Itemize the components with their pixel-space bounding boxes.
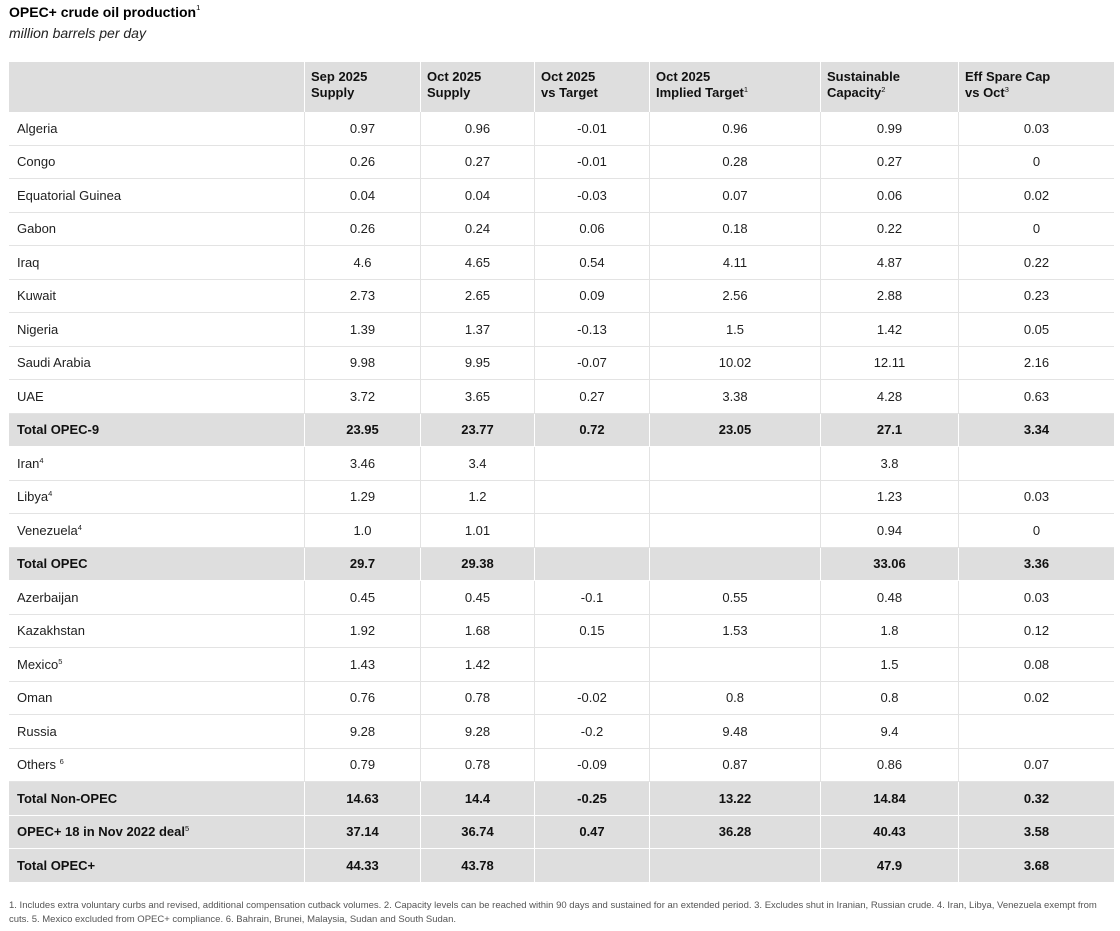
row-label-cell	[9, 213, 305, 246]
value-cell-oct-2025-implied-target: 0.18	[650, 213, 821, 246]
value-cell-sustainable-capacity: 27.1	[821, 414, 959, 447]
value-cell-oct-2025-implied-target	[650, 648, 821, 681]
value-cell-eff-spare-cap: 3.34	[1023, 422, 1050, 438]
row-name: Total OPEC+	[17, 857, 96, 873]
row-label	[17, 322, 58, 337]
row-label	[17, 121, 57, 136]
value-cell-oct-2025-implied-target: 0.96	[650, 112, 821, 145]
value-cell-sustainable-capacity: 0.06	[821, 179, 959, 212]
column-header-sustainable-capacity	[821, 62, 959, 112]
column-header-sep-2025-supply	[305, 62, 421, 112]
value-cell-eff-spare-cap: 0.63	[1023, 388, 1050, 404]
table-row	[9, 615, 1114, 649]
row-name: Libya	[17, 489, 49, 505]
value-cell-sustainable-capacity: 0.22	[821, 213, 959, 246]
row-label-cell	[9, 313, 305, 346]
value-cell-eff-spare-cap: 0.02	[1023, 690, 1050, 706]
table-row	[9, 179, 1114, 213]
value-cell-sustainable-capacity: 1.42	[821, 313, 959, 346]
value-cell-oct-2025-supply: 3.65	[421, 380, 535, 413]
value-cell-sustainable-capacity: 40.43	[821, 816, 959, 849]
value-cell-sustainable-capacity: 0.86	[821, 749, 959, 782]
value-cell-eff-spare-cap: 0.03	[1023, 489, 1050, 505]
value-cell-oct-2025-implied-target: 0.55	[650, 581, 821, 614]
row-label-cell	[9, 548, 305, 581]
value-cell-oct-2025-supply: 1.68	[421, 615, 535, 648]
value-cell-oct-2025-vs-target: 0.09	[535, 280, 650, 313]
header-line-1: Sustainable	[827, 69, 900, 84]
header-line-2-text: Implied Target	[656, 85, 744, 100]
row-label	[17, 422, 99, 437]
header-line-1: Oct 2025	[541, 69, 596, 84]
table-row	[9, 146, 1114, 180]
row-name: OPEC+ 18 in Nov 2022 deal	[17, 824, 185, 840]
value-cell-oct-2025-implied-target: 4.11	[650, 246, 821, 279]
value-cell-oct-2025-vs-target: -0.07	[535, 347, 650, 380]
row-label-cell	[9, 179, 305, 212]
value-cell-sep-2025-supply: 0.79	[305, 749, 421, 782]
row-label	[17, 824, 189, 839]
value-cell-oct-2025-supply: 0.24	[421, 213, 535, 246]
value-cell-oct-2025-supply: 0.04	[421, 179, 535, 212]
table-row	[9, 380, 1114, 414]
value-cell-eff-spare-cap: 0.03	[1023, 589, 1050, 605]
row-label-cell	[9, 648, 305, 681]
row-name: Azerbaijan	[17, 589, 79, 605]
value-cell-sep-2025-supply: 37.14	[305, 816, 421, 849]
value-cell-sep-2025-supply: 0.04	[305, 179, 421, 212]
row-label-cell	[9, 347, 305, 380]
value-cell-oct-2025-supply: 29.38	[421, 548, 535, 581]
row-name: Kazakhstan	[17, 623, 85, 639]
table-row	[9, 213, 1114, 247]
row-name: Total OPEC	[17, 556, 88, 572]
header-line-2-text: Capacity	[827, 85, 882, 100]
table-row	[9, 447, 1114, 481]
value-cell-oct-2025-vs-target: 0.06	[535, 213, 650, 246]
value-cell-sep-2025-supply: 44.33	[305, 849, 421, 882]
value-cell-sep-2025-supply: 3.46	[305, 447, 421, 480]
value-cell-oct-2025-vs-target	[535, 514, 650, 547]
row-label	[17, 724, 57, 739]
row-label	[17, 556, 88, 571]
table-header-row	[9, 62, 1114, 112]
table-row	[9, 715, 1114, 749]
value-cell-oct-2025-vs-target	[535, 481, 650, 514]
row-label-cell	[9, 682, 305, 715]
row-name: Congo	[17, 154, 56, 170]
value-cell-eff-spare-cap: 3.36	[1023, 556, 1050, 572]
row-footnote-ref: 4	[48, 489, 53, 499]
value-cell-oct-2025-supply: 2.65	[421, 280, 535, 313]
row-label	[17, 791, 117, 806]
value-cell-sep-2025-supply: 0.45	[305, 581, 421, 614]
table-row	[9, 682, 1114, 716]
value-cell-sep-2025-supply: 1.92	[305, 615, 421, 648]
row-label-cell	[9, 447, 305, 480]
value-cell-sustainable-capacity: 0.8	[821, 682, 959, 715]
row-name: Others	[17, 757, 60, 773]
value-cell-sustainable-capacity: 14.84	[821, 782, 959, 815]
header-line-2	[965, 85, 1108, 101]
header-line-2-text: vs Oct	[965, 85, 1005, 100]
value-cell-oct-2025-implied-target: 9.48	[650, 715, 821, 748]
header-line-1: Oct 2025	[656, 69, 711, 84]
value-cell-sep-2025-supply: 0.26	[305, 213, 421, 246]
table-row	[9, 246, 1114, 280]
value-cell-sep-2025-supply: 9.98	[305, 347, 421, 380]
value-cell-oct-2025-implied-target: 3.38	[650, 380, 821, 413]
value-cell-eff-spare-cap: 0.02	[1023, 187, 1050, 203]
row-name: Gabon	[17, 221, 57, 237]
row-label	[17, 154, 55, 169]
header-line-1: Eff Spare Cap	[965, 69, 1051, 84]
table-row	[9, 481, 1114, 515]
value-cell-sustainable-capacity: 0.94	[821, 514, 959, 547]
row-name: Total OPEC-9	[17, 422, 100, 438]
row-footnote-ref: 5	[58, 656, 63, 666]
value-cell-oct-2025-implied-target	[650, 447, 821, 480]
value-cell-sep-2025-supply: 2.73	[305, 280, 421, 313]
value-cell-oct-2025-vs-target	[535, 648, 650, 681]
value-cell-oct-2025-vs-target	[535, 447, 650, 480]
total-row	[9, 548, 1114, 582]
value-cell-oct-2025-implied-target: 13.22	[650, 782, 821, 815]
value-cell-oct-2025-vs-target: -0.01	[535, 146, 650, 179]
header-footnote-ref: 3	[1004, 85, 1009, 94]
table-row	[9, 648, 1114, 682]
value-cell-eff-spare-cap: 0.23	[1023, 288, 1050, 304]
row-label	[17, 858, 95, 873]
value-cell-oct-2025-supply: 0.96	[421, 112, 535, 145]
row-name: Equatorial Guinea	[17, 187, 122, 203]
row-label-cell	[9, 280, 305, 313]
value-cell-oct-2025-implied-target: 0.07	[650, 179, 821, 212]
row-label-cell	[9, 816, 305, 849]
row-name: Oman	[17, 690, 53, 706]
value-cell-oct-2025-vs-target: -0.01	[535, 112, 650, 145]
value-cell-sustainable-capacity: 1.23	[821, 481, 959, 514]
value-cell-sustainable-capacity: 9.4	[821, 715, 959, 748]
value-cell-sustainable-capacity: 3.8	[821, 447, 959, 480]
table-body	[9, 112, 1114, 883]
value-cell-oct-2025-supply: 1.37	[421, 313, 535, 346]
value-cell-oct-2025-supply: 1.2	[421, 481, 535, 514]
value-cell-oct-2025-supply: 0.27	[421, 146, 535, 179]
table-row	[9, 347, 1114, 381]
table-row	[9, 313, 1114, 347]
value-cell-sep-2025-supply: 9.28	[305, 715, 421, 748]
value-cell-sep-2025-supply: 1.43	[305, 648, 421, 681]
header-line-2	[541, 85, 643, 101]
value-cell-oct-2025-implied-target	[650, 849, 821, 882]
row-label-cell	[9, 715, 305, 748]
row-label-cell	[9, 615, 305, 648]
total-row	[9, 816, 1114, 850]
value-cell-sustainable-capacity: 0.27	[821, 146, 959, 179]
value-cell-sep-2025-supply: 14.63	[305, 782, 421, 815]
value-cell-oct-2025-implied-target: 1.53	[650, 615, 821, 648]
value-cell-oct-2025-vs-target	[535, 849, 650, 882]
total-row	[9, 782, 1114, 816]
value-cell-oct-2025-vs-target: 0.15	[535, 615, 650, 648]
row-name: Saudi Arabia	[17, 355, 91, 371]
total-row	[9, 849, 1114, 883]
value-cell-sep-2025-supply: 29.7	[305, 548, 421, 581]
row-footnote-ref: 5	[185, 824, 190, 834]
value-cell-eff-spare-cap: 0.05	[1023, 321, 1050, 337]
value-cell-oct-2025-vs-target: 0.72	[535, 414, 650, 447]
value-cell-eff-spare-cap: 3.68	[1023, 857, 1050, 873]
row-name: Nigeria	[17, 321, 59, 337]
row-label-cell	[9, 849, 305, 882]
table-row	[9, 581, 1114, 615]
column-header-oct-2025-vs-target	[535, 62, 650, 112]
value-cell-oct-2025-supply: 43.78	[421, 849, 535, 882]
value-cell-oct-2025-vs-target: 0.27	[535, 380, 650, 413]
value-cell-oct-2025-vs-target: -0.2	[535, 715, 650, 748]
value-cell-eff-spare-cap: 0.22	[1023, 254, 1050, 270]
value-cell-eff-spare-cap	[959, 715, 1114, 748]
header-line-2	[427, 85, 528, 101]
chart-subtitle: million barrels per day	[9, 25, 146, 41]
value-cell-oct-2025-supply: 9.95	[421, 347, 535, 380]
value-cell-oct-2025-vs-target: 0.54	[535, 246, 650, 279]
header-line-2-text: Supply	[427, 85, 471, 100]
header-line-2	[656, 85, 814, 101]
value-cell-oct-2025-implied-target	[650, 514, 821, 547]
row-footnote-ref: 4	[77, 522, 82, 532]
row-label	[17, 255, 39, 270]
value-cell-oct-2025-implied-target: 36.28	[650, 816, 821, 849]
row-label	[17, 657, 62, 672]
row-label	[17, 389, 44, 404]
value-cell-oct-2025-implied-target: 0.87	[650, 749, 821, 782]
row-label	[17, 590, 78, 605]
row-label	[17, 221, 56, 236]
row-name: Algeria	[17, 120, 58, 136]
value-cell-sustainable-capacity: 0.48	[821, 581, 959, 614]
value-cell-oct-2025-supply: 3.4	[421, 447, 535, 480]
value-cell-sep-2025-supply: 1.39	[305, 313, 421, 346]
header-line-2-text: Supply	[311, 85, 355, 100]
value-cell-oct-2025-vs-target: -0.13	[535, 313, 650, 346]
row-label	[17, 623, 85, 638]
value-cell-oct-2025-implied-target: 0.28	[650, 146, 821, 179]
value-cell-oct-2025-vs-target: -0.25	[535, 782, 650, 815]
row-name: Kuwait	[17, 288, 57, 304]
header-footnote-ref: 2	[881, 85, 886, 94]
value-cell-oct-2025-supply: 0.78	[421, 749, 535, 782]
chart-title-text: OPEC+ crude oil production	[9, 4, 197, 20]
table-row	[9, 514, 1114, 548]
value-cell-oct-2025-supply: 1.01	[421, 514, 535, 547]
value-cell-sep-2025-supply: 4.6	[305, 246, 421, 279]
value-cell-sustainable-capacity: 4.28	[821, 380, 959, 413]
value-cell-sustainable-capacity: 33.06	[821, 548, 959, 581]
value-cell-eff-spare-cap: 0	[1032, 221, 1041, 237]
header-line-1: Oct 2025	[427, 69, 482, 84]
value-cell-sustainable-capacity: 1.8	[821, 615, 959, 648]
value-cell-eff-spare-cap: 3.58	[1023, 824, 1050, 840]
value-cell-sep-2025-supply: 0.76	[305, 682, 421, 715]
row-label-cell	[9, 749, 305, 782]
column-header-oct-2025-supply	[421, 62, 535, 112]
column-header-oct-2025-implied-target	[650, 62, 821, 112]
value-cell-sep-2025-supply: 23.95	[305, 414, 421, 447]
row-label	[17, 757, 64, 772]
value-cell-oct-2025-implied-target: 0.8	[650, 682, 821, 715]
row-name: Iraq	[17, 254, 40, 270]
value-cell-eff-spare-cap: 2.16	[1023, 355, 1050, 371]
row-label	[17, 690, 52, 705]
row-name: Venezuela	[17, 522, 78, 538]
value-cell-oct-2025-supply: 1.42	[421, 648, 535, 681]
column-header-country	[9, 62, 305, 112]
row-label-cell	[9, 481, 305, 514]
row-label	[17, 355, 91, 370]
table-row	[9, 112, 1114, 146]
value-cell-oct-2025-implied-target: 23.05	[650, 414, 821, 447]
row-label-cell	[9, 112, 305, 145]
value-cell-sustainable-capacity: 1.5	[821, 648, 959, 681]
value-cell-oct-2025-vs-target: -0.03	[535, 179, 650, 212]
value-cell-sustainable-capacity: 47.9	[821, 849, 959, 882]
value-cell-oct-2025-supply: 4.65	[421, 246, 535, 279]
value-cell-oct-2025-implied-target: 2.56	[650, 280, 821, 313]
value-cell-sep-2025-supply: 0.26	[305, 146, 421, 179]
value-cell-oct-2025-vs-target: -0.1	[535, 581, 650, 614]
value-cell-oct-2025-supply: 14.4	[421, 782, 535, 815]
column-header-eff-spare-cap	[959, 62, 1114, 112]
row-label	[17, 188, 121, 203]
footnotes: 1. Includes extra voluntary curbs and revised, additional compensation cutback volumes. 2. Capacity levels can be reached within 90 days and sustained for an extended period. 3. Excludes shut in Iranian, Russian crude. 4. Iran, Libya, Venezuela exempt from cuts. 5. Mexico excluded from OPEC+ compliance. 6. Bahrain, Brunei, Malaysia, Sudan and South Sudan.	[9, 900, 1097, 925]
row-label	[17, 288, 56, 303]
value-cell-oct-2025-implied-target	[650, 548, 821, 581]
value-cell-oct-2025-supply: 9.28	[421, 715, 535, 748]
header-line-2	[827, 85, 952, 101]
value-cell-eff-spare-cap: 0.07	[1023, 757, 1050, 773]
title-footnote-ref: 1	[196, 3, 201, 12]
value-cell-sustainable-capacity: 2.88	[821, 280, 959, 313]
row-label-cell	[9, 414, 305, 447]
value-cell-oct-2025-vs-target: 0.47	[535, 816, 650, 849]
row-name: Iran	[17, 455, 40, 471]
row-label-cell	[9, 581, 305, 614]
value-cell-sep-2025-supply: 1.0	[305, 514, 421, 547]
value-cell-oct-2025-vs-target	[535, 548, 650, 581]
row-footnote-ref: 6	[59, 757, 64, 767]
value-cell-oct-2025-supply: 0.45	[421, 581, 535, 614]
row-label-cell	[9, 146, 305, 179]
row-label-cell	[9, 514, 305, 547]
value-cell-eff-spare-cap: 0.12	[1023, 623, 1050, 639]
value-cell-oct-2025-supply: 23.77	[421, 414, 535, 447]
value-cell-oct-2025-vs-target: -0.02	[535, 682, 650, 715]
row-label-cell	[9, 380, 305, 413]
row-label	[17, 523, 82, 538]
value-cell-sustainable-capacity: 4.87	[821, 246, 959, 279]
header-line-1: Sep 2025	[311, 69, 368, 84]
row-name: Russia	[17, 723, 57, 739]
value-cell-sep-2025-supply: 0.97	[305, 112, 421, 145]
row-name: UAE	[17, 388, 44, 404]
row-label-cell	[9, 246, 305, 279]
value-cell-oct-2025-supply: 36.74	[421, 816, 535, 849]
header-footnote-ref: 1	[743, 85, 749, 94]
value-cell-oct-2025-implied-target: 10.02	[650, 347, 821, 380]
value-cell-sustainable-capacity: 12.11	[821, 347, 959, 380]
value-cell-oct-2025-implied-target	[650, 481, 821, 514]
value-cell-sep-2025-supply: 3.72	[305, 380, 421, 413]
production-table	[9, 62, 1114, 883]
value-cell-oct-2025-implied-target: 1.5	[650, 313, 821, 346]
header-line-2-text: vs Target	[541, 85, 598, 100]
total-row	[9, 414, 1114, 448]
value-cell-eff-spare-cap: 0.08	[1023, 656, 1050, 672]
value-cell-sep-2025-supply: 1.29	[305, 481, 421, 514]
value-cell-oct-2025-supply: 0.78	[421, 682, 535, 715]
value-cell-sustainable-capacity: 0.99	[821, 112, 959, 145]
row-footnote-ref: 4	[39, 455, 44, 465]
row-label-cell	[9, 782, 305, 815]
row-name: Total Non-OPEC	[17, 790, 118, 806]
value-cell-oct-2025-vs-target: -0.09	[535, 749, 650, 782]
table-row	[9, 749, 1114, 783]
value-cell-eff-spare-cap: 0.32	[1023, 790, 1050, 806]
value-cell-eff-spare-cap: 0	[1032, 154, 1041, 170]
value-cell-eff-spare-cap: 0.03	[1023, 120, 1050, 136]
table-row	[9, 280, 1114, 314]
row-label	[17, 489, 52, 504]
value-cell-eff-spare-cap: 0	[1032, 522, 1041, 538]
header-line-2	[311, 85, 414, 101]
chart-title	[9, 3, 200, 21]
row-label	[17, 456, 44, 471]
value-cell-eff-spare-cap	[959, 447, 1114, 480]
row-name: Mexico	[17, 656, 59, 672]
